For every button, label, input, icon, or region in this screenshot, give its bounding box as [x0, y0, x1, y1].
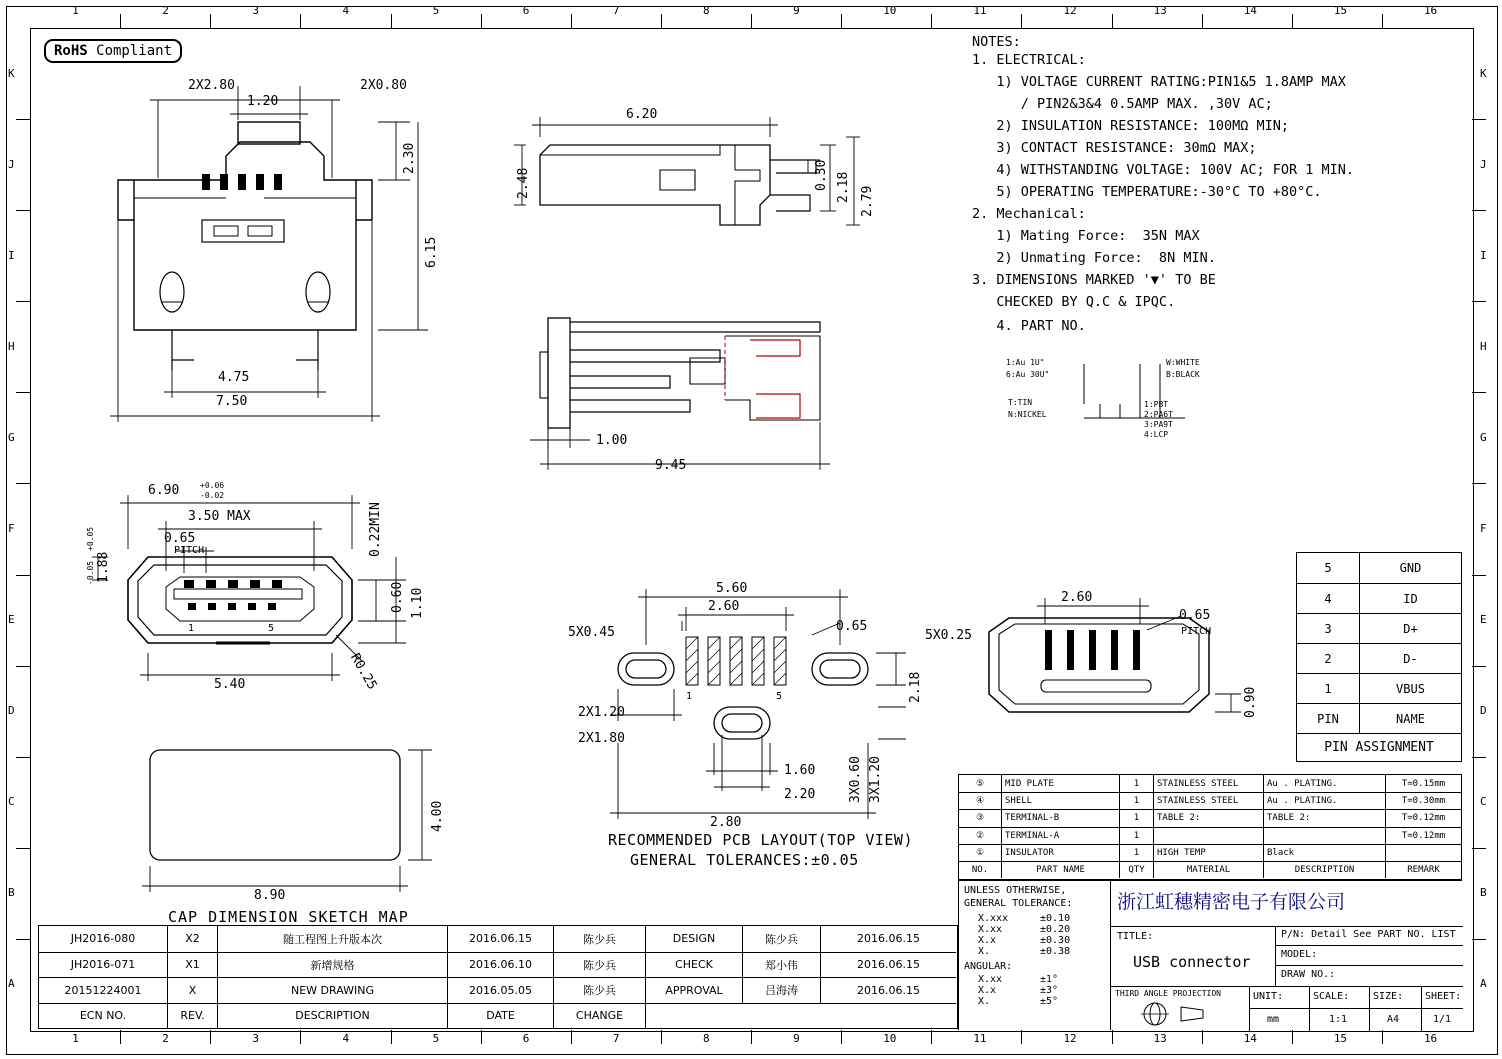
tolerance-key: X.	[978, 946, 991, 957]
dim-5.40: 5.40	[214, 677, 246, 692]
dim-4.75: 4.75	[218, 370, 250, 385]
title-value: USB connector	[1133, 953, 1251, 971]
zone-row-label: E	[8, 613, 15, 627]
approval-cell: 郑小伟	[742, 952, 820, 978]
approval-empty-cell	[646, 1003, 956, 1029]
tolerance-block	[958, 880, 1110, 1030]
zone-row-label: E	[1480, 613, 1487, 627]
dim-0.65: 0.65	[164, 531, 196, 546]
view-front	[86, 481, 440, 715]
zone-row-label: F	[8, 522, 15, 535]
zone-col-label: 10	[883, 4, 897, 17]
bom-table	[958, 774, 1462, 880]
dim-5x0.25: 5X0.25	[925, 628, 972, 643]
tolerance-value: ±0.10	[1040, 913, 1071, 924]
dim-6.90: 6.90	[148, 483, 180, 498]
bom-cell: INSULATOR	[1001, 844, 1119, 861]
revision-cell: DATE	[447, 1003, 553, 1029]
legend-m3: 3:PA9T	[1144, 420, 1173, 429]
rohs-compliant-label: Compliant	[87, 43, 173, 59]
bom-cell: ③	[959, 809, 1001, 826]
bom-cell: 1	[1119, 827, 1153, 844]
dim-2.80: 2.80	[710, 815, 742, 830]
zone-col-label: 7	[612, 4, 620, 17]
tolerance-key: X.xxx	[978, 913, 1009, 924]
sheet-label: SHEET:	[1425, 991, 1462, 1002]
bom-cell: SHELL	[1001, 792, 1119, 809]
zone-row-label: I	[1480, 248, 1487, 262]
zone-row-label: I	[8, 248, 15, 262]
bom-cell: MID PLATE	[1001, 775, 1119, 792]
zone-row-label: B	[8, 886, 15, 900]
tolerance-line2: GENERAL TOLERANCE:	[964, 898, 1073, 909]
notes-line: 2) Unmating Force: 8N MIN.	[972, 250, 1216, 266]
bom-cell: T=0.15mm	[1385, 775, 1461, 792]
title-label: TITLE:	[1117, 931, 1154, 942]
zone-col-label: 14	[1243, 4, 1257, 17]
legend-plating-6: 6:Au 30U"	[1006, 370, 1050, 379]
revision-cell: 陈少兵	[553, 977, 645, 1003]
bom-cell: T=0.30mm	[1385, 792, 1461, 809]
rear-pitch-label: PITCH	[1181, 626, 1212, 637]
zone-row-label: C	[8, 795, 15, 809]
view-side-lower	[520, 300, 900, 490]
unit-label: UNIT:	[1253, 991, 1284, 1002]
notes-line: 5) OPERATING TEMPERATURE:-30°C TO +80°C.	[972, 184, 1322, 200]
view-pcb-layout	[568, 575, 950, 905]
zone-col-label: 4	[342, 1032, 350, 1045]
tolerance-angular-label: ANGULAR:	[964, 961, 1013, 972]
zone-row-label: F	[1480, 522, 1487, 535]
dim-5x0.45: 5X0.45	[568, 625, 615, 640]
revision-cell: JH2016-080	[70, 932, 136, 946]
zone-row-label: K	[1480, 66, 1487, 80]
zone-col-label: 7	[612, 1032, 620, 1045]
notes-line: 2) INSULATION RESISTANCE: 100MΩ MIN;	[972, 118, 1289, 134]
pin-name-cell: VBUS	[1359, 673, 1461, 703]
unit-value: mm	[1267, 1014, 1280, 1025]
dim-rear-2.60: 2.60	[1061, 590, 1093, 605]
zone-col-label: 16	[1423, 4, 1438, 17]
bom-cell: REMARK	[1385, 861, 1461, 878]
dim-1.20: 1.20	[247, 94, 279, 109]
size-label: SIZE:	[1373, 991, 1404, 1002]
dim-2x1.80: 2X1.80	[578, 731, 625, 746]
notes-lines	[972, 50, 1472, 334]
bom-cell: QTY	[1119, 861, 1153, 878]
dim-1.88-tol-up: +0.05	[86, 526, 95, 551]
dim-pcb-2.60: 2.60	[708, 599, 740, 614]
approval-cell: DESIGN	[672, 932, 716, 946]
pin-name-cell: GND	[1359, 553, 1461, 583]
pcb-caption-2: GENERAL TOLERANCES:±0.05	[630, 851, 859, 869]
zone-col-label: 13	[1153, 1032, 1167, 1045]
dim-3x1.20: 3X1.20	[868, 756, 883, 803]
zone-col-label: 6	[522, 1032, 530, 1045]
legend-w-white: W:WHITE	[1166, 358, 1200, 367]
bom-cell: TABLE 2:	[1263, 809, 1385, 826]
bom-cell: ⑤	[975, 778, 985, 789]
pin-no-cell: 3	[1297, 613, 1359, 643]
dim-9.45: 9.45	[655, 458, 687, 473]
tolerance-value: ±0.30	[1040, 935, 1071, 946]
angular-value: ±1°	[1040, 974, 1059, 985]
bom-cell: Black	[1263, 844, 1385, 861]
legend-m2: 2:PA6T	[1144, 410, 1173, 419]
tolerance-key: X.xx	[978, 924, 1003, 935]
zone-col-label: 4	[342, 4, 350, 17]
dim-0.30: 0.30	[814, 159, 829, 191]
dim-8.90: 8.90	[254, 888, 286, 903]
legend-m4: 4:LCP	[1144, 430, 1169, 439]
view-side-upper	[516, 107, 900, 275]
revision-cell: DESCRIPTION	[217, 1003, 447, 1029]
revision-cell: ECN NO.	[39, 1003, 167, 1029]
projection-label: THIRD ANGLE PROJECTION	[1115, 989, 1221, 998]
revision-cell: CHANGE	[553, 1003, 645, 1029]
approval-cell: 2016.06.15	[820, 926, 956, 952]
zone-col-label: 6	[522, 4, 530, 17]
dim-pcb-2.18: 2.18	[908, 671, 923, 703]
pin-name-cell: D+	[1359, 613, 1461, 643]
dim-2.18: 2.18	[836, 171, 851, 203]
tolerance-line1: UNLESS OTHERWISE,	[964, 885, 1067, 896]
pcb-pin1-label: 1	[686, 691, 693, 702]
zone-row-label: A	[8, 977, 15, 991]
notes-line: 1. ELECTRICAL:	[972, 52, 1086, 68]
bom-cell: TERMINAL-A	[1001, 827, 1119, 844]
dim-rear-0.90: 0.90	[1243, 686, 1258, 718]
zone-col-label: 12	[1063, 4, 1077, 17]
size-value: A4	[1387, 1014, 1400, 1025]
cap-caption: CAP DIMENSION SKETCH MAP	[168, 908, 409, 926]
pn-label: P/N: Detail See PART NO. LIST	[1281, 929, 1456, 940]
bom-cell: PART NAME	[1001, 861, 1119, 878]
zone-col-label: 1	[72, 1032, 79, 1045]
revision-cell: X	[167, 977, 217, 1003]
approval-cell: 2016.06.15	[820, 952, 956, 978]
pcb-caption-1: RECOMMENDED PCB LAYOUT(TOP VIEW)	[608, 831, 913, 849]
revision-cell: 2016.06.10	[447, 952, 553, 978]
zone-col-label: 1	[72, 4, 79, 17]
zone-row-label: B	[1480, 886, 1487, 900]
notes-line: 4) WITHSTANDING VOLTAGE: 100V AC; FOR 1 MIN.	[972, 162, 1355, 178]
notes-line: 3) CONTACT RESISTANCE: 30mΩ MAX;	[972, 140, 1257, 156]
notes-line: CHECKED BY Q.C & IPQC.	[972, 294, 1176, 310]
legend-m1: 1:PBT	[1144, 400, 1169, 409]
bom-cell	[1385, 844, 1461, 861]
front-pin1-label: 1	[188, 623, 195, 634]
dim-3.50max: 3.50 MAX	[188, 509, 251, 524]
dim-0.22min: 0.22MIN	[368, 502, 383, 557]
zone-col-label: 13	[1153, 4, 1167, 17]
view-cap	[120, 740, 450, 926]
bom-cell: NO.	[959, 861, 1001, 878]
zone-row-label: K	[8, 66, 15, 80]
legend-plating-1: 1:Au 1U"	[1006, 358, 1045, 367]
tolerance-value: ±0.20	[1040, 924, 1071, 935]
zone-col-label: 2	[162, 4, 169, 17]
label-pitch: PITCH	[174, 545, 205, 556]
dim-7.50: 7.50	[216, 394, 248, 409]
notes-block	[972, 34, 1472, 334]
zone-col-label: 12	[1063, 1032, 1077, 1045]
dim-2.30: 2.30	[402, 142, 417, 174]
dim-2x2.80: 2X2.80	[188, 78, 235, 93]
dim-2x0.80: 2X0.80	[360, 78, 407, 93]
revision-cell: NEW DRAWING	[217, 977, 447, 1003]
dim-2.20: 2.20	[784, 787, 816, 802]
legend-b-black: B:BLACK	[1166, 370, 1200, 379]
zone-row-label: A	[1480, 977, 1487, 991]
revision-cell: REV.	[167, 1003, 217, 1029]
zone-row-label: J	[1480, 157, 1487, 171]
revision-cell: X1	[167, 952, 217, 978]
dim-6.15: 6.15	[424, 236, 439, 268]
pin-no-cell: 5	[1324, 561, 1332, 575]
notes-line: / PIN2&3&4 0.5AMP MAX. ,30V AC;	[972, 96, 1273, 112]
revision-cell: X2	[167, 926, 217, 952]
bom-cell	[1263, 827, 1385, 844]
zone-col-label: 8	[702, 1032, 710, 1045]
bom-cell: Au . PLATING.	[1263, 792, 1385, 809]
bom-cell: ②	[959, 827, 1001, 844]
zone-col-label: 15	[1333, 4, 1348, 17]
zone-col-label: 5	[432, 4, 440, 17]
dim-6.90-tol-dn: -0.02	[200, 491, 225, 500]
dim-pcb-5.60: 5.60	[716, 581, 748, 596]
zone-col-label: 15	[1333, 1032, 1348, 1045]
notes-title: NOTES:	[972, 34, 1021, 50]
bom-cell: T=0.12mm	[1385, 809, 1461, 826]
bom-cell: 1	[1119, 844, 1153, 861]
pin-no-cell: 2	[1297, 643, 1359, 673]
revision-cell: 新增规格	[217, 952, 447, 978]
view-rear	[925, 590, 1265, 750]
bom-cell	[1153, 827, 1263, 844]
zone-col-label: 8	[702, 4, 710, 17]
bom-cell: Au . PLATING.	[1263, 775, 1385, 792]
revision-cell: 随工程图上升版本次	[217, 926, 447, 952]
notes-line: 4. PART NO.	[972, 318, 1086, 334]
bom-cell: STAINLESS STEEL	[1153, 775, 1263, 792]
zone-col-label: 3	[252, 4, 259, 17]
sheet-value: 1/1	[1433, 1014, 1452, 1025]
bom-cell: T=0.12mm	[1385, 827, 1461, 844]
angular-key: X.x	[978, 985, 997, 996]
dim-0.60: 0.60	[390, 581, 405, 613]
zone-col-label: 9	[793, 4, 800, 17]
notes-line: 3. DIMENSIONS MARKED '▼' TO BE	[972, 272, 1216, 288]
zone-row-label: D	[1480, 704, 1487, 718]
pin-no-cell: PIN	[1297, 703, 1359, 733]
tolerance-value: ±0.38	[1040, 946, 1071, 957]
legend-n-nickel: N:NICKEL	[1008, 410, 1047, 419]
dim-1.60: 1.60	[784, 763, 816, 778]
angular-key: X.	[978, 996, 991, 1007]
dim-1.88-tol-dn: -0.05	[86, 560, 95, 585]
dim-rear-0.65: 0.65	[1179, 608, 1211, 623]
view-top	[110, 70, 440, 460]
zone-col-label: 3	[252, 1032, 259, 1045]
zone-col-label: 9	[793, 1032, 800, 1045]
zone-row-label: H	[8, 339, 15, 353]
dim-2x1.20: 2X1.20	[578, 705, 625, 720]
bom-cell: TERMINAL-B	[1001, 809, 1119, 826]
pcb-pin5-label: 5	[776, 691, 783, 702]
partno-legend	[1000, 352, 1260, 462]
approval-table	[646, 925, 958, 1029]
bom-cell: HIGH TEMP	[1153, 844, 1263, 861]
angular-value: ±5°	[1040, 996, 1059, 1007]
dim-1.88: 1.88	[96, 551, 111, 583]
revision-cell: 陈少兵	[553, 952, 645, 978]
dim-pcb-0.65: 0.65	[836, 619, 868, 634]
revision-cell: JH2016-071	[39, 952, 167, 978]
zone-row-label: G	[8, 430, 15, 444]
scale-value: 1:1	[1329, 1014, 1348, 1025]
bom-cell: STAINLESS STEEL	[1153, 792, 1263, 809]
pin-no-cell: 4	[1297, 583, 1359, 613]
zone-col-label: 14	[1243, 1032, 1257, 1045]
zone-col-label: 11	[973, 4, 987, 17]
zone-col-label: 10	[883, 1032, 897, 1045]
revision-cell: 陈少兵	[553, 926, 645, 952]
bom-cell: 1	[1119, 792, 1153, 809]
scale-label: SCALE:	[1313, 991, 1350, 1002]
dim-r0.25: R0.25	[347, 651, 380, 693]
pin-assignment-title: PIN ASSIGNMENT	[1297, 733, 1461, 761]
model-label: MODEL:	[1281, 949, 1318, 960]
dim-1.00: 1.00	[596, 433, 628, 448]
revision-cell: 20151224001	[39, 977, 167, 1003]
pin-name-cell: ID	[1359, 583, 1461, 613]
dim-2.79: 2.79	[860, 185, 875, 217]
zone-col-label: 16	[1423, 1032, 1438, 1045]
dim-2.48: 2.48	[516, 167, 531, 199]
rohs-label: RoHS	[54, 43, 88, 59]
notes-line: 2. Mechanical:	[972, 206, 1086, 222]
angular-value: ±3°	[1040, 985, 1059, 996]
dim-4.00: 4.00	[430, 800, 445, 832]
zone-row-label: D	[8, 704, 15, 718]
pin-no-cell: 1	[1297, 673, 1359, 703]
dim-6.90-tol-up: +0.06	[200, 481, 225, 490]
view-top-graphics	[110, 70, 440, 460]
zone-col-label: 2	[162, 1032, 169, 1045]
approval-cell: APPROVAL	[646, 977, 742, 1003]
zone-col-label: 5	[432, 1032, 440, 1045]
zone-row-label: J	[8, 157, 15, 171]
dim-1.10: 1.10	[410, 587, 425, 619]
bom-cell: 1	[1119, 809, 1153, 826]
revision-cell: 2016.05.05	[447, 977, 553, 1003]
pin-name-cell: D-	[1359, 643, 1461, 673]
bom-cell: ①	[959, 844, 1001, 861]
angular-key: X.xx	[978, 974, 1003, 985]
bom-cell: ④	[959, 792, 1001, 809]
zone-row-label: C	[1480, 795, 1487, 809]
front-pin5-label: 5	[268, 623, 275, 634]
title-block	[1110, 880, 1462, 1030]
bom-cell: MATERIAL	[1153, 861, 1263, 878]
bom-cell: 1	[1119, 775, 1153, 792]
tolerance-key: X.x	[978, 935, 997, 946]
zone-col-label: 11	[973, 1032, 987, 1045]
pin-assignment-table	[1296, 552, 1462, 762]
approval-cell: 2016.06.15	[820, 977, 956, 1003]
dim-3x0.60: 3X0.60	[848, 756, 863, 803]
zone-row-label: G	[1480, 430, 1487, 444]
revision-cell: 2016.06.15	[447, 926, 553, 952]
drawno-label: DRAW NO.:	[1281, 969, 1336, 980]
approval-cell: 吕海涛	[742, 977, 820, 1003]
revision-table	[38, 925, 646, 1029]
rohs-badge	[44, 39, 182, 63]
legend-t-tin: T:TIN	[1008, 398, 1033, 407]
pin-name-cell: NAME	[1359, 703, 1461, 733]
zone-row-label: H	[1480, 339, 1487, 353]
bom-cell: DESCRIPTION	[1263, 861, 1385, 878]
bom-cell: TABLE 2:	[1153, 809, 1263, 826]
approval-cell: 陈少兵	[742, 926, 820, 952]
notes-line: 1) VOLTAGE CURRENT RATING:PIN1&5 1.8AMP MAX	[972, 74, 1346, 90]
notes-line: 1) Mating Force: 35N MAX	[972, 228, 1200, 244]
approval-cell: CHECK	[646, 952, 742, 978]
dim-6.20: 6.20	[626, 107, 658, 122]
company-name: 浙江虹穗精密电子有限公司	[1117, 891, 1346, 913]
